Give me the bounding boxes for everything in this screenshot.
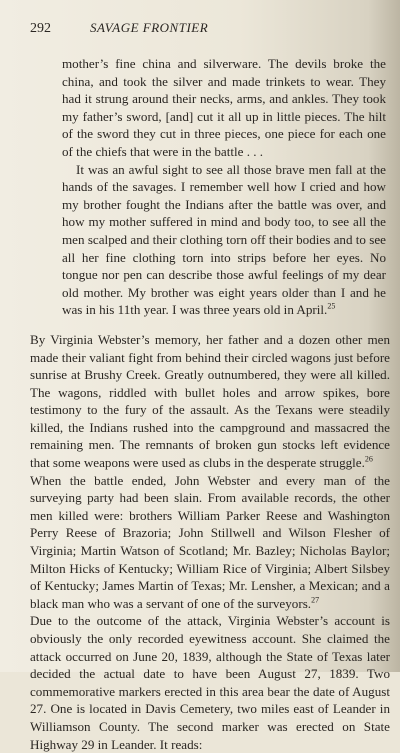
quote-paragraph <box>62 161 386 319</box>
body-paragraph <box>30 612 390 753</box>
block-quote <box>30 55 390 319</box>
page-header <box>30 20 390 42</box>
paragraph-text: Due to the outcome of the attack, Virginia Webster’s account is obviously the only recorded eyewitness account. She claimed the attack occurred on June 20, 1839, although the State of Texas later decided the actual date to have been August 27, 1839. Two commemorative markers erected in this area bear the date of August 27. One is located in Davis Cemetery, two miles east of Leander in Williamson County. The second marker was erected on State Highway 29 in Leander. It reads: <box>30 613 390 752</box>
footnote-ref: 27 <box>311 595 320 605</box>
body-paragraph <box>30 331 390 472</box>
footnote-ref: 25 <box>327 301 336 311</box>
running-head: SAVAGE FRONTIER <box>90 20 209 35</box>
paragraph-text: When the battle ended, John Webster and every man of the surveying party had been slain. From available records, the other men killed were: brothers William Parker Reese and Washington Perry Reese of Brazoria; John Stillwell and Wilson Flesher of Virginia; Martin Watson of Scotland; Mr. Bazley; Nicholas Baylor; Milton Hicks of Kentucky; William Rice of Virginia; Albert Silsbey of Kentucky; James Martin of Texas; Mr. Lensher, a Mexican; and a black man who was a servant of one of the surveyors. <box>30 472 390 611</box>
body-paragraph <box>30 472 390 613</box>
paragraph-text: By Virginia Webster’s memory, her father and a dozen other men made their valiant fight from behind their circled wagons just before sunrise at Brushy Creek. Greatly outnumbered, they were all killed. The wagons, riddled with bullet holes and arrow spikes, bore testimony to the fury of the assault. As the Texans were steadily killed, the Indians rushed into the campground and massacred the remaining men. The remnants of broken gun stocks left evidence that some weapons were used as clubs in the desperate struggle. <box>30 331 390 471</box>
body-text <box>30 331 390 753</box>
page-number: 292 <box>30 21 51 36</box>
quote-paragraph <box>62 55 386 161</box>
footnote-ref: 26 <box>364 454 373 464</box>
quote-text: It was an awful sight to see all those brave men fall at the hands of the savages. I remember well how I cried and how my brother fought the Indians after the battle was over, and how my mother suffered in mind and body too, to see all the men scalped and their clothing torn off their bodies and to see all her fine clothing torn into strips before her eyes. No tongue nor pen can describe those awful feelings of my dear old mother. My brother was eight years older than I and he was in his 11th year. I was three years old in April. <box>62 161 386 318</box>
quote-text: mother’s fine china and silverware. The devils broke the china, and took the silver and made trinkets to wear. They had it strung around their necks, arms, and ankles. They took my father’s sword, [and] cut it all up in little pieces. The hilt of the sword they cut in three pieces, one piece for each one of the chiefs that were in the battle . . . <box>62 56 386 159</box>
